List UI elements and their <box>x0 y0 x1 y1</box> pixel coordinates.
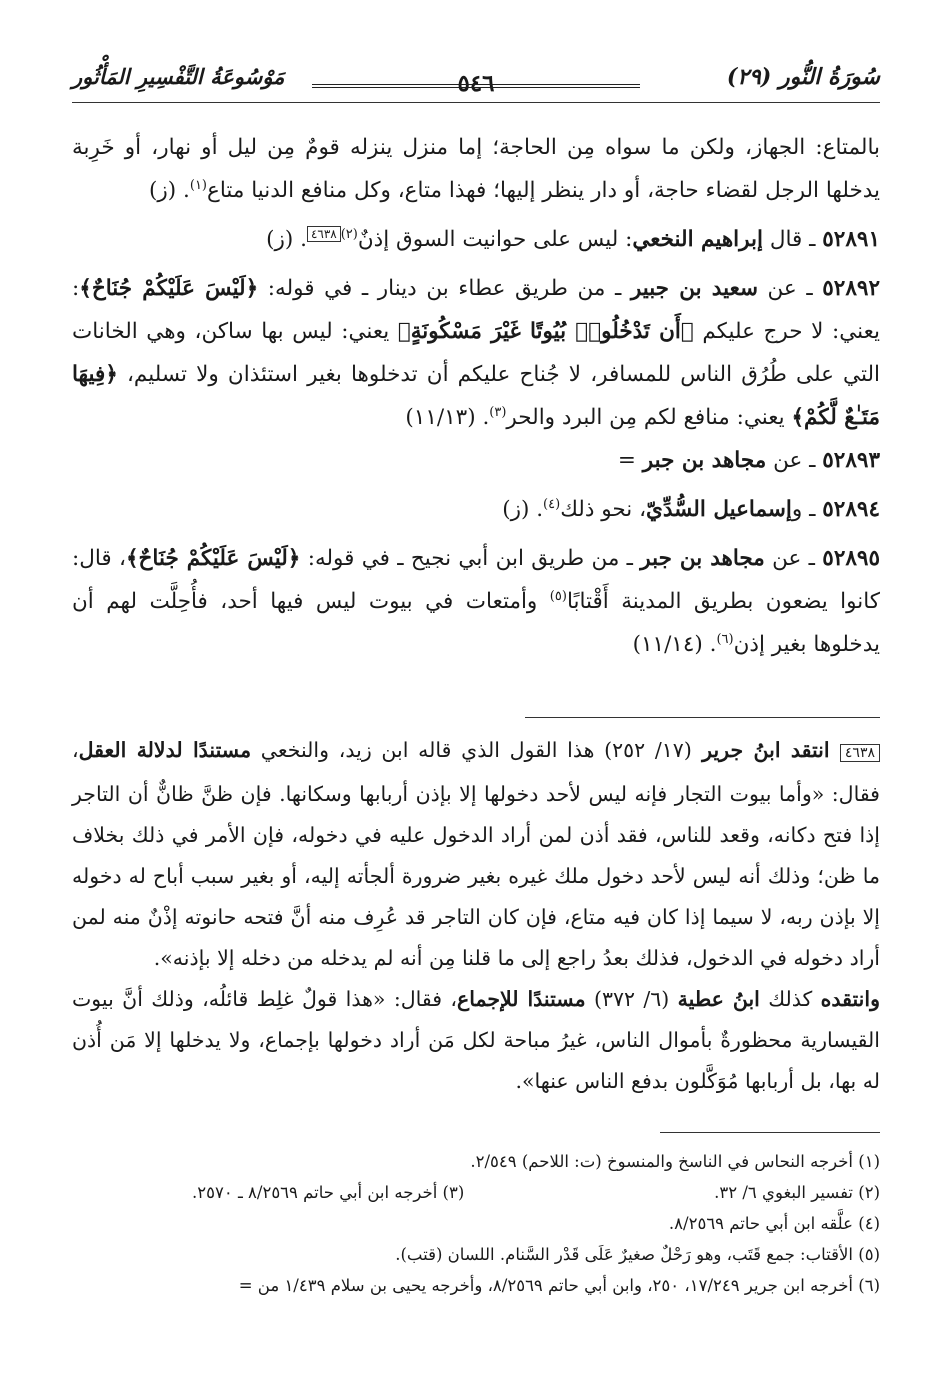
commentary-ref-box[interactable]: ٤٦٣٨ <box>307 226 341 242</box>
footnote-1: (١) أخرجه النحاس في الناسخ والمنسوخ (ت: اللاحم) ٢/٥٤٩. <box>470 1152 880 1171</box>
narration-number: ٥٢٨٩٢ <box>822 276 880 301</box>
narrator-name: إبراهيم النخعي <box>632 227 763 252</box>
main-text <box>72 126 880 666</box>
narrator-name: إسماعيل السُّدِّيّ <box>646 497 792 522</box>
footnotes-separator <box>660 1132 880 1133</box>
footnote-ref[interactable]: (٢) <box>340 226 358 242</box>
quran-quote: ﴿لَيْسَ عَلَيْكُمْ جُنَاحٌ﴾ <box>79 276 259 301</box>
commentary-paragraph-2: وانتقده كذلك ابنُ عطية (٦/ ٣٧٢) مستندًا للإجماع، فقال: «هذا قولٌ غلِط قائلُه، وذلك أنَّ بيوت القيسارية محظورةٌ بأموال الناس، غيرُ مباحة لكل مَن أراد دخولها بإجماع، ولا يدخلها إلا مَن أُذن له بها، بل أربابها مُوَكَّلون بدفع الناس عنها». <box>72 987 880 1093</box>
basis-label: مستندًا للإجماع <box>457 987 586 1011</box>
paragraph-continuation: بالمتاع: الجهاز، ولكن ما سواه مِن الحاجة؛ إما منزل ينزله قومٌ مِن ليل أو نهار، أو خَرِبة يدخلها الرجل لقضاء حاجة، أو دار ينظر إليها؛ فهذا متاع، وكل منافع الدنيا متاع$^{(١)}$. (ز) <box>72 135 880 203</box>
narration-52891: ٥٢٨٩١ ـ قال إبراهيم النخعي: ليس على حوانيت السوق إذنٌ$^{(٢)٤٦٣٨}$. (ز) <box>266 226 880 252</box>
footnote-row <box>72 1177 880 1208</box>
narrator-name: مجاهد بن جبر <box>642 448 767 473</box>
narration-number: ٥٢٨٩٤ <box>822 497 880 522</box>
header-underline <box>72 102 880 103</box>
narration-number: ٥٢٨٩١ <box>822 227 880 252</box>
narration-number: ٥٢٨٩٥ <box>822 546 881 571</box>
footnote-ref[interactable]: (٥) <box>549 588 567 604</box>
critic-name: انتقد ابنُ جرير <box>691 738 840 762</box>
basis-label: مستندًا لدلالة العقل <box>78 738 252 762</box>
footnote-6: (٦) أخرجه ابن جرير ١٧/٢٤٩، ٢٥٠، وابن أبي حاتم ٨/٢٥٦٩، وأخرجه يحيى بن سلام ١/٤٣٩ من = <box>238 1276 880 1295</box>
commentary-paragraph-1: ٤٦٣٨ انتقد ابنُ جرير (١٧/ ٢٥٢) هذا القول الذي قاله ابن زيد، والنخعي مستندًا لدلالة العقل، فقال: «وأما بيوت التجار فإنه ليس لأحد دخولها إلا بإذن أربابها وسكانها. فإن ظنَّ ظانٌّ أن التاجر إذا فتح دكانه، وقعد للناس، فقد أذن لمن أراد الدخول عليه في دخوله، فإن الأمر في ذلك بخلاف ما ظن؛ وذلك أنه ليس لأحد دخول ملك غيره بغير ضرورة ألجأته إليه، أو بغير سبب أباح له دخوله إلا بإذن ربه، لا سيما إذا كان فيه متاع، فإن كان التاجر قد عُرِف منه أنَّ فتحه حانوته إذْنٌ منه لمن أراد دخوله في الدخول، فذلك بعدُ راجع إلى ما قلنا مِن أنه لم يدخله من دخله إلا بإذنه». <box>72 738 880 970</box>
footnote-3: (٣) أخرجه ابن أبي حاتم ٨/٢٥٦٩ ـ ٢٥٧٠. <box>192 1183 465 1202</box>
footnote-ref[interactable]: (١) <box>189 177 207 193</box>
commentary-section <box>72 730 880 1102</box>
narration-52895: ٥٢٨٩٥ ـ عن مجاهد بن جبر ـ من طريق ابن أبي نجيح ـ في قوله: ﴿لَيْسَ عَلَيْكُمْ جُنَاحٌ﴾، قال: كانوا يضعون بطريق المدينة أَقْتابًا$^{(٥)}$ وأمتعات في بيوت ليس فيها أحد، فأُحِلَّت لهم أن يدخلوها بغير إذن$^{(٦)}$. (١١/١٤) <box>72 546 881 657</box>
narrator-name: سعيد بن جبير <box>630 276 758 301</box>
narration-52892: ٥٢٨٩٢ ـ عن سعيد بن جبير ـ من طريق عطاء بن دينار ـ في قوله: ﴿لَيْسَ عَلَيْكُمْ جُنَاحٌ﴾: يعني: لا حرج عليكم ﴿أَن تَدْخُلُوا۟ بُيُوتًا غَيْرَ مَسْكُونَةٍ﴾ يعني: ليس بها ساكن، وهي الخانات التي على طُرُق الناس للمسافر، لا جُناح عليكم أن تدخلوها بغير استئذان ولا تسليم، ﴿فِيهَا مَتَـٰعٌ لَّكُمْ﴾ يعني: منافع لكم مِن البرد والحر$^{(٣)}$. (١١/١٣) <box>72 276 880 430</box>
footnotes <box>72 1146 880 1301</box>
narration-52893: ٥٢٨٩٣ ـ عن مجاهد بن جبر = <box>617 448 880 473</box>
footnote-ref[interactable]: (٦) <box>716 631 734 647</box>
header-rule-left <box>312 84 512 88</box>
narration-number: ٥٢٨٩٣ <box>822 448 880 473</box>
footnote-ref[interactable]: (٣) <box>489 404 507 420</box>
critic-name: ابنُ عطية <box>677 987 760 1011</box>
narration-52894: ٥٢٨٩٤ ـ وإسماعيل السُّدِّيّ، نحو ذلك$^{(٤)}$. (ز) <box>502 496 880 522</box>
footnote-2: (٢) تفسير البغوي ٦/ ٣٢. <box>714 1183 880 1202</box>
footnote-5: (٥) الأقتاب: جمع قَتَب، وهو رَحْلٌ صغيرٌ عَلَى قَدْر السَّنام. اللسان (قتب). <box>395 1245 880 1264</box>
commentary-separator <box>525 717 880 718</box>
commentary-number-box: ٤٦٣٨ <box>840 744 880 762</box>
quran-quote: ﴿أَن تَدْخُلُوا۟ بُيُوتًا غَيْرَ مَسْكُونَةٍ﴾ <box>397 319 694 344</box>
narrator-name: مجاهد بن جبر <box>640 546 765 571</box>
surah-title: سُورَةُ النُّور (٢٩) <box>726 64 880 90</box>
footnote-4: (٤) علَّقه ابن أبي حاتم ٨/٢٥٦٩. <box>668 1214 880 1233</box>
running-header <box>72 58 880 102</box>
page-number: ٥٤٦ <box>457 70 495 97</box>
book-title: مَوْسُوعَةُ التَّفْسِيرِ المَأْثُور <box>72 64 285 89</box>
quran-quote: ﴿لَيْسَ عَلَيْكُمْ جُنَاحٌ﴾ <box>125 546 301 571</box>
footnote-ref[interactable]: (٤) <box>543 496 561 512</box>
quran-quote: ﴿فِيهَا مَتَـٰعٌ لَّكُمْ﴾ <box>72 362 880 430</box>
